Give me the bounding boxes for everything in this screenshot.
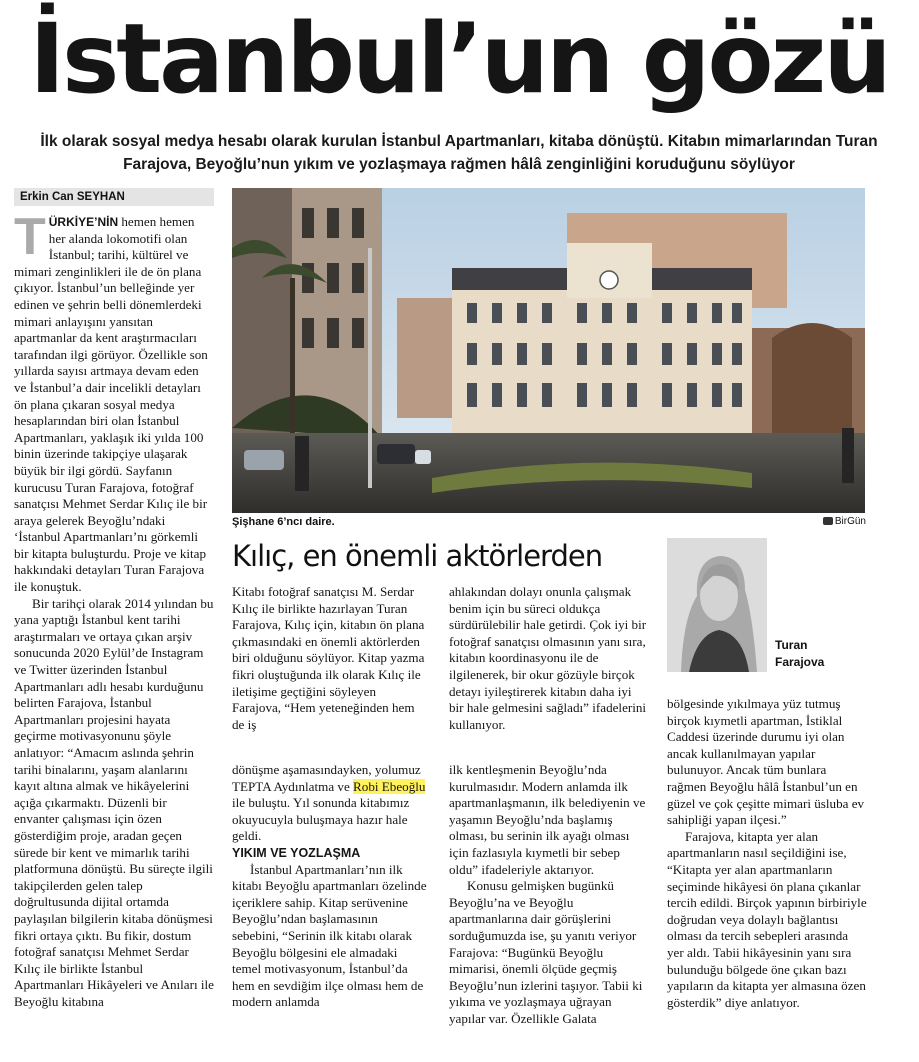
subhead: Kılıç, en önemli aktörlerden <box>232 539 603 573</box>
lead-paragraph <box>14 214 214 596</box>
photo-credit-text: BirGün <box>834 516 866 527</box>
highlighted-name: Robi Ebeoğlu <box>353 778 426 794</box>
paragraph: Kitabı fotoğraf sanatçısı M. Serdar Kılıç ile birlikte hazırlayan Turan Farajova, Kılıç için, kitabın ön plana çıkmasındaki en önemli aktörlerden biri olduğunu söylüyor. Kitap yazma fikri oluştuğunda ilk olarak Kılıç ile iletişime geçtiğini söyleyen Farajova, “Hem yeteneğinden hem de iş <box>232 584 425 732</box>
paragraph: ahlakından dolayı onunla çalışmak benim için bu süreci oldukça sürdürülebilir hale getirdi. Çok iyi bir fotoğraf sanatçısı olmasının yanı sıra, kitabın koordinasyonu ile de ilgilenerek, bir okur gözüyle birçok detayı iyileştirerek kitabın daha iyi bir hale gelmesini sağladı” ifadelerini kullanıyor. <box>449 584 647 732</box>
column-3-top <box>449 584 649 744</box>
paragraph: Bir tarihçi olarak 2014 yılından bu yana yaptığı İstanbul kent tarihi araştırmaları ve ortaya çıkan arşiv sonucunda 2020 Eylül’de Instagram ve Twitter üzerinden İstanbul Apartmanları adlı hesabı kurduğunu belirten Farajova, İstanbul Apartmanları projesini hayata geçirme motivasyonunu şöyle anlatıyor: “Amacım aslında şehrin tarihi binalarını, yaşam alanlarını kayıt altına almak ve hikâyelerini açığa çıkarmaktı. Düzenli bir envanter çalışması için özen gösterdiğim proje, aradan geçen sürede bir kent ve mimarlık tarihi platformuna dönüştü. Bu süreçte ilgili takipçilerden gelen talep doğrultusunda dijital ortamda paylaşılan bilgilerin kitaba dönüşmesi fikri ortaya çıktı. Bu fikir, dostum fotoğraf sanatçısı Mehmet Serdar Kılıç ile birlikte İstanbul Apartmanları Hikâyeleri ve Anıları ile Beyoğlu kitabına <box>14 595 214 1009</box>
camera-icon <box>823 517 833 525</box>
headline: İstanbul’un gözü <box>29 3 889 115</box>
column-2-bottom <box>232 762 427 1060</box>
lead-text: hemen hemen her alanda lokomotifi olan İstanbul; tarihi, kültürel ve mimari zenginlikleri ile de ön plana çıkıyor. İstanbul’un belleğinde yer edinen ve şehrin belli dönemlerdeki mimari anlayışını yansıtan apartmanlar da kent araştırmacıları tarafından ilgi görüyor. Özellikle son yıllarda sayısı artmaya devam eden ve İstanbul’a dair incelikli detayları ön plana çıkaran sosyal medya hesaplarından biri olan İstanbul Apartmanları, yaklaşık iki yılda 100 binin üzerinde takipçiye ulaşarak büyük bir ilgi gördü. Sayfanın kurucusu Turan Farajova, fotoğraf sanatçısı Mehmet Serdar Kılıç ile bir araya gelerek Beyoğlu’ndaki ‘İstanbul Apartmanları’nı görkemli bir kitapta buluşturdu. Proje ve kitap hakkındaki detayları Turan Farajova ile konuştuk. <box>14 214 208 595</box>
paragraph <box>232 762 427 845</box>
column-1 <box>14 214 214 1060</box>
paragraph: bölgesinde yıkılmaya yüz tutmuş birçok kıymetli apartman, İstiklal Caddesi üzerinde durumu iyi olan ancak kullanılmayan yapılar bulunuyor. Ancak tüm bunlara rağmen Beyoğlu hâlâ İstanbul’un en güzel ve çok çeşitte mimari üsluba ev sahipliği yapan ilçesi.” <box>667 696 865 828</box>
photo-credit <box>790 516 866 527</box>
text: dönüşme aşamasındayken, yolumuz TEPTA Aydınlatma ve <box>232 762 421 794</box>
paragraph: ilk kentleşmenin Beyoğlu’nda kurulmasıdır. Modern anlamda ilk apartmanlaşmanın, ilk belediyenin ve yaşamın Beyoğlu’nda başlamış olması, bu serinin ilk ayağı olması için fazlasıyla kıymetli bir sebep oldu” ifadeleriyle aktarıyor. <box>449 762 646 877</box>
paragraph: İstanbul Apartmanları’nın ilk kitabı Beyoğlu apartmanları özelinde içeriklere sahip. Kitap serüvenine Beyoğlu’ndan başlamasının sebebini, “Serinin ilk kitabı olarak Beyoğlu bölgesini ele almadaki temel motivasyonum, İstanbul’da hem en sevdiğim ilçe olması hem de modern anlamda <box>232 861 427 1010</box>
byline: Erkin Can SEYHAN <box>14 188 214 206</box>
photo-caption: Şişhane 6’ncı daire. <box>232 516 335 528</box>
portrait-photo <box>667 538 767 672</box>
column-2-top <box>232 584 427 744</box>
dropcap: T <box>14 214 46 266</box>
lead-bold: ÜRKİYE’NİN <box>48 215 119 229</box>
section-heading: YIKIM VE YOZLAŞMA <box>232 845 361 860</box>
deck: İlk olarak sosyal medya hesabı olarak kurulan İstanbul Apartmanları, kitaba dönüştü. Kitabın mimarlarından Turan Farajova, Beyoğlu’nun yıkım ve yozlaşmaya rağmen hâlâ zenginliğini koruduğunu söylüyor <box>40 133 878 173</box>
paragraph: Farajova, kitapta yer alan apartmanların nasıl seçildiğini ise, “Kitapta yer alan apartmanların seçiminde hikâyesi ön plana çıkanlar tercih edildi. Birçok yapının birbiriyle doğrudan veya dolaylı bağlantısı olması da tercih sebepleri arasında yer aldı. Tabii hikâyesinin yanı sıra bulunduğu bölgede öne çıkan bazı yapıların da kitapta yer almasına özen gösterdik” diye anlatıyor. <box>667 828 867 1010</box>
column-4 <box>667 696 867 1060</box>
street-photo <box>232 188 865 513</box>
portrait-last-name: Farajova <box>775 655 825 669</box>
portrait-name <box>775 637 875 671</box>
paragraph: Konusu gelmişken bugünkü Beyoğlu’na ve Beyoğlu apartmanlarına dair görüşlerini sorduğumuzda ise, şu yanıtı veriyor Farajova: “Bugünkü Beyoğlu mimarisi, önemli ölçüde geçmiş Beyoğlu’nun izlerini taşıyor. Tabii ki yıkıma ve yozlaşmaya uğrayan yapılar var. Özellikle Galata <box>449 878 643 1026</box>
text: ile buluştu. Yıl sonunda kitabımız okuyucuyla buluşmaya hazır hale geldi. <box>232 795 410 844</box>
portrait-first-name: Turan <box>775 638 808 652</box>
column-3-bottom <box>449 762 649 1060</box>
